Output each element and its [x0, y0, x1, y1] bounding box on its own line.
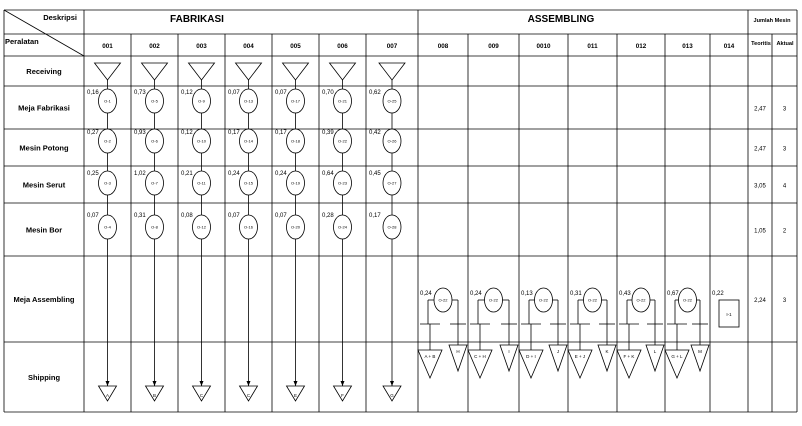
shipping-label: B [152, 393, 157, 398]
assembly-circle-label: O-22 [539, 297, 548, 303]
assembly-time: 0,67 [667, 291, 679, 297]
operation-circle-label: O-13 [244, 98, 253, 104]
operation-time: 0,64 [322, 171, 334, 177]
shipping-label: A [105, 393, 110, 398]
column-header-005: 005 [290, 43, 301, 50]
flow-arrowhead [390, 381, 394, 386]
header-teoritis: Teoritis [751, 41, 771, 47]
receiving-triangle [330, 63, 356, 80]
operation-circle-label: O-20 [291, 224, 300, 230]
header-jumlah-mesin: Jumlah Mesin [753, 18, 791, 24]
receiving-triangle [142, 63, 168, 80]
column-header-009: 009 [488, 43, 499, 50]
column-header-014: 014 [723, 43, 735, 50]
assembly-input-label: I [508, 349, 510, 354]
column-header-011: 011 [587, 43, 598, 50]
assembly-output-label: C + H [474, 354, 486, 359]
shipping-label: C [199, 393, 204, 398]
operation-circle-label: O-15 [244, 180, 253, 186]
jumlah-teoritis: 2,47 [754, 106, 766, 113]
operation-circle-label: O-5 [151, 98, 158, 104]
operation-circle-label: O-19 [291, 180, 300, 186]
assembly-circle-label: O-22 [588, 297, 597, 303]
operation-circle-label: O-10 [197, 138, 206, 144]
operation-time: 0,07 [87, 213, 99, 219]
process-symbols [95, 63, 740, 401]
jumlah-teoritis: 1,05 [754, 228, 766, 235]
operation-circle-label: O-26 [387, 138, 397, 144]
inspection-label: I-1 [726, 312, 732, 317]
operation-circle-label: O-6 [151, 138, 158, 144]
operation-time: 0,93 [134, 130, 146, 136]
assembly-input-label: J [556, 349, 560, 354]
column-header-001: 001 [102, 43, 113, 50]
column-header-012: 012 [635, 43, 647, 50]
receiving-triangle [95, 63, 121, 80]
header-peralatan: Peralatan [5, 37, 39, 46]
receiving-triangle [283, 63, 309, 80]
receiving-triangle [189, 63, 215, 80]
assembly-output-label: G + L [671, 354, 683, 359]
shipping-label: E [293, 393, 298, 398]
column-header-008: 008 [437, 43, 449, 50]
flow-arrowhead [294, 381, 298, 386]
assembly-output-label: F + K [623, 354, 635, 359]
row-label-mesin-bor: Mesin Bor [25, 225, 63, 235]
column-header-0010: 0010 [536, 43, 551, 50]
operation-circle-label: O-1 [104, 98, 111, 104]
assembly-circle-label: O-22 [683, 297, 692, 303]
receiving-triangle [236, 63, 262, 80]
header-assembling: ASSEMBLING [527, 14, 595, 25]
operation-circle-label: O-23 [338, 180, 347, 186]
assembly-time: 0,24 [470, 291, 482, 297]
column-header-003: 003 [196, 43, 207, 50]
jumlah-teoritis: 2,47 [754, 146, 766, 153]
operation-time: 0,25 [87, 171, 99, 177]
operation-time: 0,08 [181, 213, 193, 219]
flow-arrowhead [153, 381, 157, 386]
assembly-circle-label: O-22 [438, 297, 448, 303]
operation-circle-label: O-8 [151, 224, 158, 230]
assembly-output-label: E + J [574, 354, 586, 359]
column-header-002: 002 [149, 43, 160, 50]
operation-time: 0,24 [228, 171, 240, 177]
operation-time: 0,27 [87, 130, 99, 136]
operation-circle-label: O-4 [104, 224, 111, 230]
flow-arrowhead [106, 381, 110, 386]
row-label-meja-fabrikasi: Meja Fabrikasi [18, 103, 70, 113]
header-aktual: Aktual [776, 41, 794, 47]
operation-time: 0,28 [322, 213, 334, 219]
column-header-013: 013 [682, 43, 693, 50]
operation-time: 0,07 [275, 90, 287, 96]
assembly-output-label: A + B [424, 354, 436, 359]
operation-time: 0,24 [275, 171, 287, 177]
operation-circle-label: O-16 [244, 224, 253, 230]
operation-circle-label: O-7 [151, 180, 158, 186]
receiving-triangle [379, 63, 405, 80]
jumlah-teoritis: 3,05 [754, 183, 766, 190]
operation-time: 0,70 [322, 90, 334, 96]
jumlah-aktual: 3 [782, 146, 787, 153]
shipping-label: C [246, 393, 251, 398]
operation-time: 0,07 [275, 213, 287, 219]
operation-time: 0,39 [322, 130, 334, 136]
shipping-label: G [390, 393, 394, 398]
operation-time: 0,07 [228, 90, 240, 96]
operation-time: 0,45 [369, 171, 381, 177]
header-deskripsi: Deskripsi [43, 13, 77, 22]
operation-circle-label: O-9 [198, 98, 205, 104]
assembly-time: 0,24 [420, 291, 432, 297]
operation-circle-label: O-22 [338, 138, 347, 144]
flow-arrowhead [200, 381, 204, 386]
assembly-circle-label: O-22 [636, 297, 646, 303]
operation-circle-label: O-14 [244, 138, 253, 144]
assembly-circle-label: O-22 [489, 297, 498, 303]
header-fabrikasi: FABRIKASI [170, 14, 224, 25]
operation-time: 0,17 [228, 130, 240, 136]
operation-time: 0,73 [134, 90, 146, 96]
shipping-label: F [341, 393, 344, 398]
row-label-shipping: Shipping [27, 373, 61, 382]
operation-time: 1,02 [134, 171, 146, 177]
operation-time: 0,62 [369, 90, 381, 96]
jumlah-aktual: 4 [782, 183, 787, 190]
operation-time: 0,31 [134, 213, 146, 219]
operation-circle-label: O-11 [197, 180, 206, 186]
assembly-input-label: H [456, 349, 460, 354]
assembly-input-label: M [698, 349, 702, 354]
operation-circle-label: O-18 [291, 138, 300, 144]
operation-circle-label: O-28 [387, 224, 397, 230]
operation-circle-label: O-2 [104, 138, 111, 144]
jumlah-teoritis: 2,24 [754, 298, 766, 304]
operation-circle-label: O-3 [104, 180, 111, 186]
inspection-time: 0,22 [712, 291, 724, 297]
flow-arrowhead [341, 381, 345, 386]
operation-circle-label: O-27 [387, 180, 397, 186]
jumlah-aktual: 3 [782, 106, 787, 113]
column-header-007: 007 [386, 43, 398, 50]
operation-time: 0,12 [181, 130, 193, 136]
flow-arrowhead [247, 381, 251, 386]
operation-circle-label: O-24 [338, 224, 347, 230]
operation-circle-label: O-12 [197, 224, 206, 230]
assembly-input-label: K [605, 349, 609, 354]
assembly-input-label: L [653, 349, 657, 354]
assembly-time: 0,13 [521, 291, 533, 297]
row-label-mesin-potong: Mesin Potong [19, 143, 69, 153]
operation-circle-label: O-17 [291, 98, 300, 104]
operation-time: 0,16 [87, 90, 99, 96]
jumlah-aktual: 2 [782, 228, 787, 235]
column-header-006: 006 [337, 43, 348, 50]
operation-time: 0,17 [369, 213, 381, 219]
assembly-output-label: D + I [526, 354, 536, 359]
assembly-time: 0,43 [619, 291, 631, 297]
assembly-time: 0,31 [570, 291, 582, 297]
column-header-004: 004 [243, 43, 254, 50]
row-label-mesin-serut: Mesin Serut [22, 180, 66, 190]
operation-time: 0,12 [181, 90, 193, 96]
operation-circle-label: O-25 [387, 98, 397, 104]
operation-circle-label: O-21 [338, 98, 347, 104]
row-label-receiving: Receiving [26, 67, 62, 76]
operation-time: 0,07 [228, 213, 240, 219]
operation-time: 0,17 [275, 130, 287, 136]
row-label-meja-assembling: Meja Assembling [13, 295, 75, 304]
operation-time: 0,42 [369, 130, 381, 136]
operation-time: 0,21 [181, 171, 193, 177]
jumlah-aktual: 3 [782, 298, 787, 304]
